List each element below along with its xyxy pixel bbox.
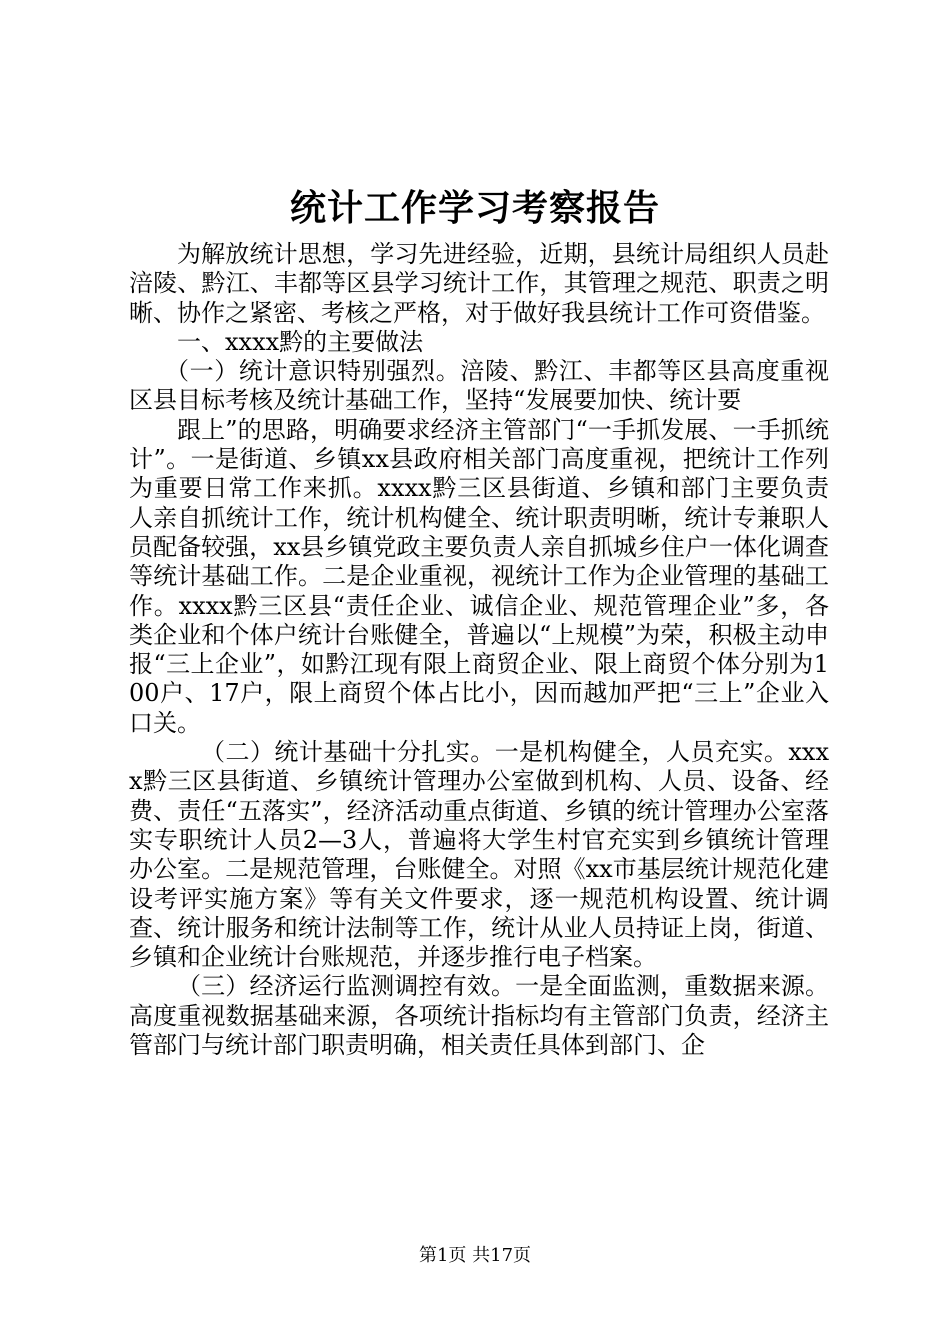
paragraph-subsection-2: （二）统计基础十分扎实。一是机构健全，人员充实。xxxx黔三区县街道、乡镇统计管理办公室做到机构、人员、设备、经费、责任“五落实”，经济活动重点街道、乡镇的统计管理办公室落实专职统计人员2—3人，普遍将大学生村官充实到乡镇统计管理办公室。二是规范管理，台账健全。对照《xx市基层统计规范化建设考评实施方案》等有关文件要求，逐一规范机构设置、统计调查、统计服务和统计法制等工作，统计从业人员持证上岗，街道、乡镇和企业统计台账规范，并逐步推行电子档案。 (129, 738, 829, 972)
document-title: 统计工作学习考察报告 (289, 187, 660, 229)
paragraph-subsection-1-cont: 跟上”的思路，明确要求经济主管部门“一手抓发展、一手抓统计”。一是街道、乡镇xx县政府相关部门高度重视，把统计工作列为重要日常工作来抓。xxxx黔三区县街道、乡镇和部门主要负责人亲自抓统计工作，统计机构健全、统计职责明晰，统计专兼职人员配备较强，xx县乡镇党政主要负责人亲自抓城乡住户一体化调查等统计基础工作。二是企业重视，视统计工作为企业管理的基础工作。xxxx黔三区县“责任企业、诚信企业、规范管理企业”多，各类企业和个体户统计台账健全，普遍以“上规模”为荣，积极主动申报“三上企业”，如黔江现有限上商贸企业、限上商贸个体分别为100户、17户，限上商贸个体占比小，因而越加严把“三上”企业入口关。 (129, 415, 829, 737)
paragraph-subsection-1: （一）统计意识特别强烈。涪陵、黔江、丰都等区县高度重视区县目标考核及统计基础工作，坚持“发展要加快、统计要 (129, 357, 829, 415)
paragraph-subsection-3: （三）经济运行监测调控有效。一是全面监测，重数据来源。高度重视数据基础来源，各项统计指标均有主管部门负责，经济主管部门与统计部门职责明确，相关责任具体到部门、企 (129, 972, 829, 1060)
page-footer: 第1页 共17页 (418, 1245, 532, 1266)
document-body (129, 240, 829, 1060)
paragraph-intro: 为解放统计思想，学习先进经验，近期，县统计局组织人员赴涪陵、黔江、丰都等区县学习统计工作，其管理之规范、职责之明晰、协作之紧密、考核之严格，对于做好我县统计工作可资借鉴。 (129, 240, 829, 327)
section-heading: 一、xxxx黔的主要做法 (177, 327, 424, 356)
